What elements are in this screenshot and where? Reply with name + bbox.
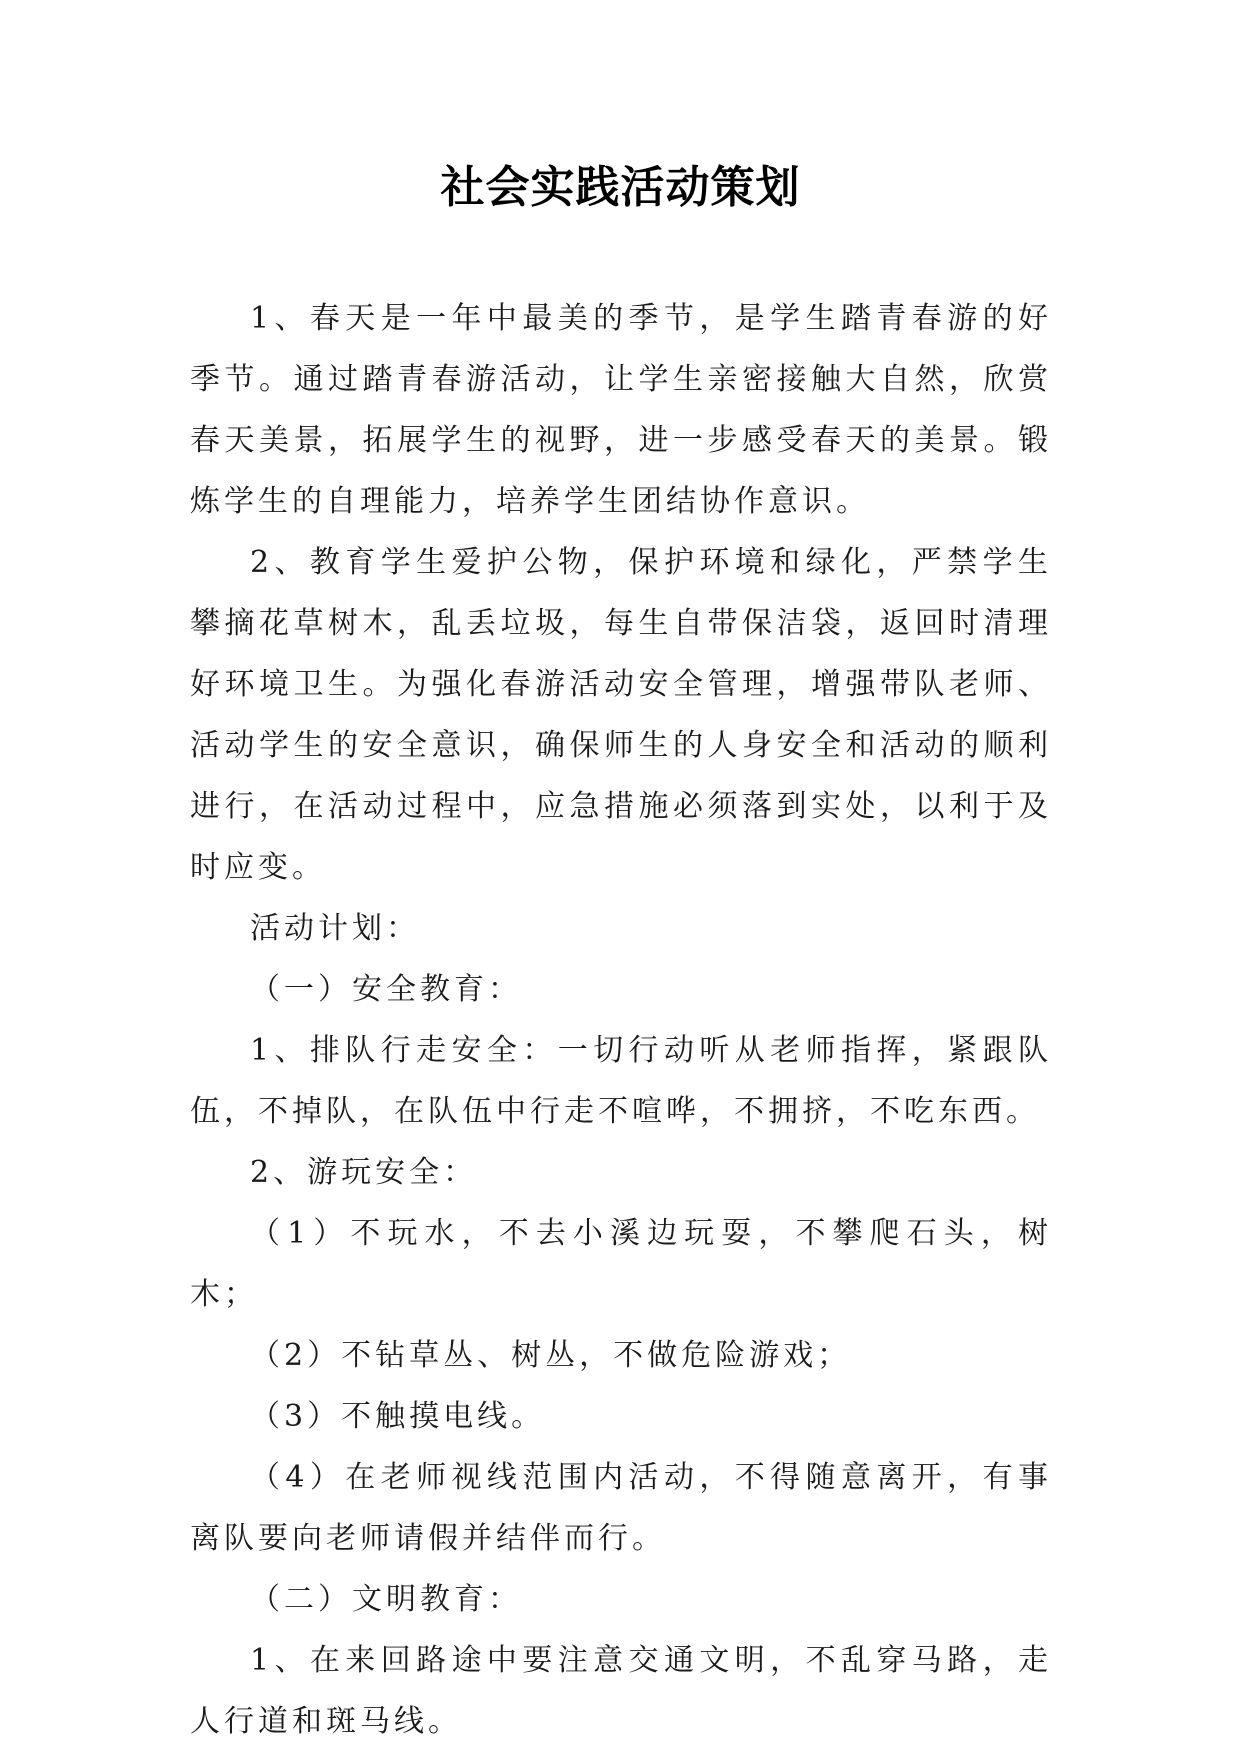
paragraph-rule-3: （3）不触摸电线。 xyxy=(250,1399,546,1434)
paragraph-rule-1: （1）不玩水，不去小溪边玩耍，不攀爬石头，树木； xyxy=(190,1216,1052,1312)
paragraph-queue-safety: 1、排队行走安全：一切行动听从老师指挥，紧跟队伍，不掉队，在队伍中行走不喧哗，不拥挤，不吃东西。 xyxy=(190,1033,1052,1129)
paragraph-purpose-1: 1、春天是一年中最美的季节，是学生踏青春游的好季节。通过踏青春游活动，让学生亲密接触大自然，欣赏春天美景，拓展学生的视野，进一步感受春天的美景。锻炼学生的自理能力，培养学生团结协作意识。 xyxy=(190,301,1052,519)
paragraph-rule-2: （2）不钻草丛、树丛，不做危险游戏； xyxy=(250,1338,852,1373)
paragraph-traffic: 1、在来回路途中要注意交通文明，不乱穿马路，走人行道和斑马线。 xyxy=(190,1643,1052,1739)
paragraph-safety-heading: （一）安全教育： xyxy=(250,972,522,1007)
paragraph-plan-heading: 活动计划： xyxy=(250,911,420,946)
paragraph-play-safety: 2、游玩安全： xyxy=(250,1155,478,1190)
paragraph-civility-heading: （二）文明教育： xyxy=(250,1582,522,1617)
paragraph-rule-4: （4）在老师视线范围内活动，不得随意离开，有事离队要向老师请假并结伴而行。 xyxy=(190,1460,1052,1556)
paragraph-purpose-2: 2、教育学生爱护公物，保护环境和绿化，严禁学生攀摘花草树木，乱丢垃圾，每生自带保洁袋，返回时清理好环境卫生。为强化春游活动安全管理，增强带队老师、活动学生的安全意识，确保师生的人身安全和活动的顺利进行，在活动过程中，应急措施必须落到实处，以利于及时应变。 xyxy=(190,545,1052,885)
document-body xyxy=(190,288,1052,1752)
document-title: 社会实践活动策划 xyxy=(440,162,801,213)
